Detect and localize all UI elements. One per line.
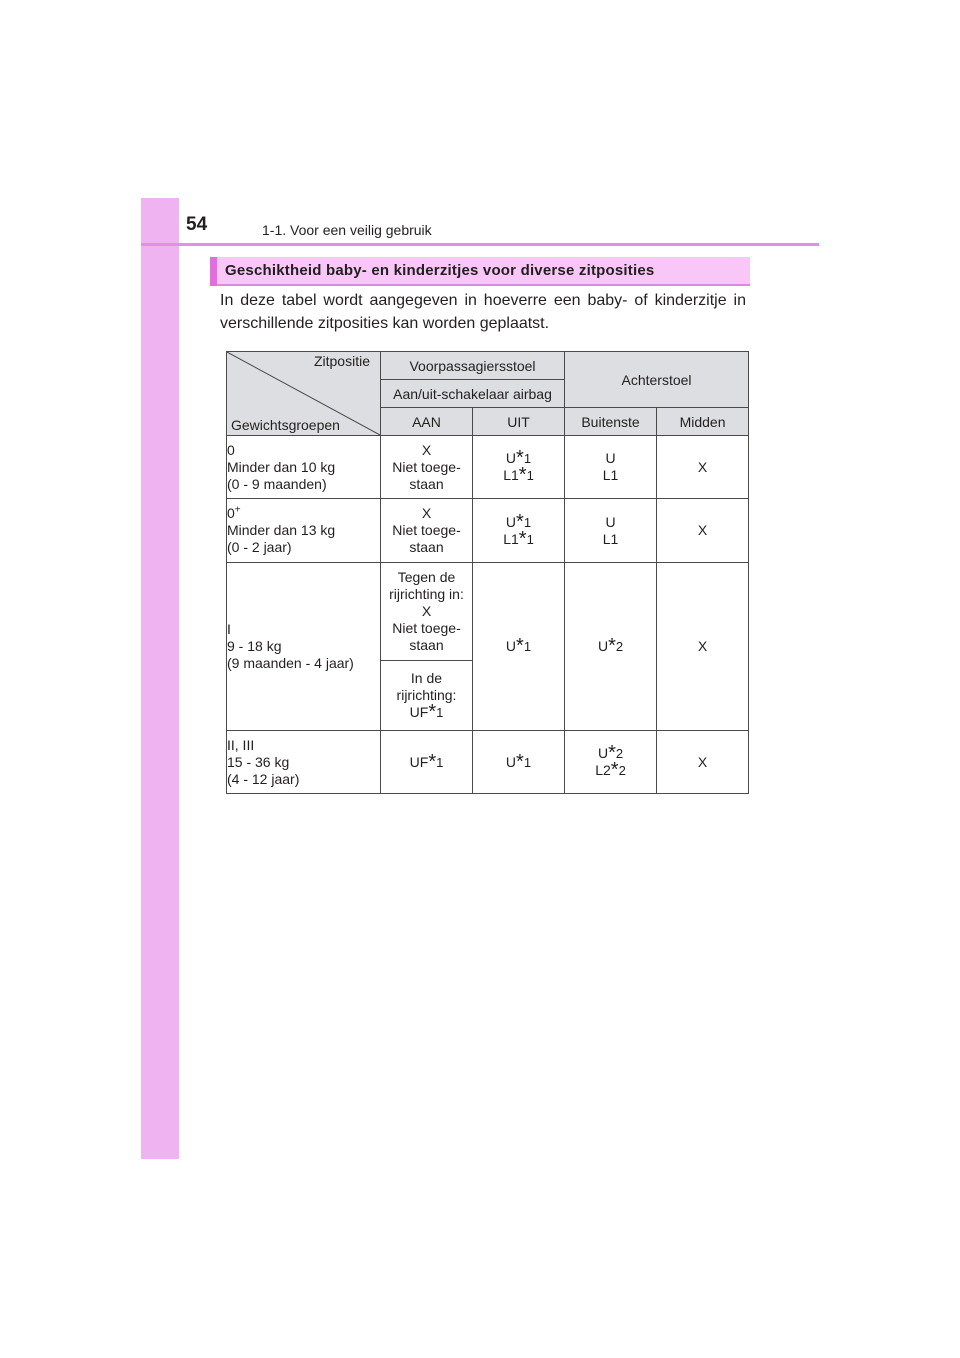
group-age: (4 - 12 jaar)	[227, 770, 300, 787]
group-age: (0 - 9 maanden)	[227, 475, 327, 492]
cell-uit	[473, 563, 565, 731]
cell-value: UF	[409, 753, 429, 770]
group-cell	[227, 563, 381, 731]
cell-line: X	[421, 603, 432, 619]
cell-outer	[565, 499, 657, 563]
footnote-star: *	[516, 510, 524, 533]
footnote-number: 1	[523, 451, 532, 466]
cell-uit	[473, 436, 565, 499]
footnote-number: 1	[523, 639, 532, 654]
subheader-middle: Midden	[657, 408, 749, 436]
table-row	[227, 499, 749, 563]
cell-value: U	[505, 753, 517, 770]
cell-outer	[565, 436, 657, 499]
footnote-number: 2	[615, 639, 624, 654]
group-age: (0 - 2 jaar)	[227, 539, 292, 555]
cell-middle: X	[657, 563, 749, 731]
group-cell	[227, 436, 381, 499]
header-rear-seat: Achterstoel	[565, 352, 749, 408]
corner-label-seat-position: Zitpositie	[313, 353, 370, 369]
group-weight: 9 - 18 kg	[227, 638, 282, 654]
footnote-number: 1	[436, 705, 444, 720]
section-title: Geschiktheid baby- en kinderzitjes voor diverse zitposities	[225, 262, 655, 279]
footnote-star: *	[518, 464, 527, 486]
cell-line: Niet toege-	[392, 522, 461, 538]
cell-value: L1	[602, 530, 619, 547]
cell-value: U	[605, 450, 616, 466]
cell-outer	[565, 731, 657, 794]
cell-middle: X	[657, 731, 749, 794]
group-superscript: +	[234, 504, 241, 516]
subheader-outer: Buitenste	[565, 408, 657, 436]
footnote-star: *	[518, 527, 527, 550]
chapter-title: 1-1. Voor een veilig gebruik	[262, 222, 432, 238]
footnote-number: 1	[523, 514, 532, 530]
footnote-number: 2	[615, 746, 624, 761]
cell-line: In de	[410, 670, 443, 686]
side-color-strip	[141, 198, 179, 1159]
footnote-star: *	[608, 742, 616, 764]
cell-line: X	[421, 441, 432, 458]
group-weight: Minder dan 13 kg	[227, 522, 336, 538]
footnote-star: *	[516, 635, 524, 657]
cell-value: L1	[503, 467, 519, 483]
cell-line: staan	[409, 475, 444, 492]
cell-line: staan	[409, 539, 444, 555]
cell-line: rijrichting:	[396, 687, 457, 703]
cell-line: rijrichting in:	[389, 586, 464, 602]
cell-aan	[381, 436, 473, 499]
cell-aan	[381, 499, 473, 563]
group-name: I	[227, 621, 231, 637]
header-airbag-switch: Aan/uit-schakelaar airbag	[381, 380, 565, 408]
page-number: 54	[186, 214, 208, 235]
group-name: 0	[227, 505, 235, 521]
cell-aan-forward-facing	[381, 661, 473, 731]
table-row	[227, 563, 749, 661]
section-heading-bar	[210, 257, 750, 286]
cell-value: L1	[503, 530, 519, 547]
cell-aan-rear-facing	[381, 563, 473, 661]
subheader-aan: AAN	[381, 408, 473, 436]
seat-suitability-table	[226, 351, 749, 794]
group-name: 0	[227, 441, 235, 458]
footnote-star: *	[516, 447, 524, 469]
cell-value: U	[597, 745, 609, 761]
cell-aan	[381, 731, 473, 794]
footnote-star: *	[610, 759, 619, 781]
table-row	[227, 436, 749, 499]
footnote-number: 1	[526, 531, 534, 547]
cell-value: U	[505, 638, 517, 654]
intro-paragraph: In deze tabel wordt aangegeven in hoeverre een baby- of kinderzitje in verschillende zitposities kan worden geplaatst.	[220, 292, 746, 332]
cell-middle: X	[657, 499, 749, 563]
cell-value: L1	[602, 467, 619, 483]
footnote-number: 1	[523, 754, 532, 770]
group-name: II, III	[227, 736, 255, 753]
cell-value: U	[505, 513, 517, 530]
footnote-number: 2	[618, 763, 626, 778]
group-weight: Minder dan 10 kg	[227, 458, 336, 475]
cell-value: U	[605, 513, 616, 530]
header-front-seat: Voorpassagiersstoel	[381, 352, 565, 380]
cell-value: U	[505, 450, 517, 466]
cell-line: staan	[409, 637, 444, 653]
cell-value: L2	[595, 762, 611, 778]
cell-outer	[565, 563, 657, 731]
footnote-star: *	[428, 750, 437, 773]
cell-line: Tegen de	[397, 569, 456, 585]
corner-header	[227, 352, 381, 436]
table-row	[227, 731, 749, 794]
group-weight: 15 - 36 kg	[227, 753, 290, 770]
cell-value: U	[597, 638, 609, 654]
cell-line: Niet toege-	[392, 620, 461, 636]
group-cell	[227, 499, 381, 563]
footnote-star: *	[428, 701, 437, 723]
corner-label-weight-groups: Gewichtsgroepen	[231, 417, 340, 433]
cell-line: Niet toege-	[392, 458, 461, 475]
group-cell	[227, 731, 381, 794]
group-age: (9 maanden - 4 jaar)	[227, 655, 354, 671]
footnote-number: 1	[526, 468, 534, 483]
footnote-star: *	[608, 635, 616, 657]
cell-uit	[473, 731, 565, 794]
footnote-number: 1	[436, 754, 444, 770]
cell-uit	[473, 499, 565, 563]
subheader-uit: UIT	[473, 408, 565, 436]
cell-line: X	[421, 505, 432, 521]
header-rule	[141, 243, 819, 246]
section-accent	[210, 257, 217, 286]
footnote-star: *	[516, 750, 524, 773]
cell-middle: X	[657, 436, 749, 499]
cell-value: UF	[409, 704, 429, 720]
